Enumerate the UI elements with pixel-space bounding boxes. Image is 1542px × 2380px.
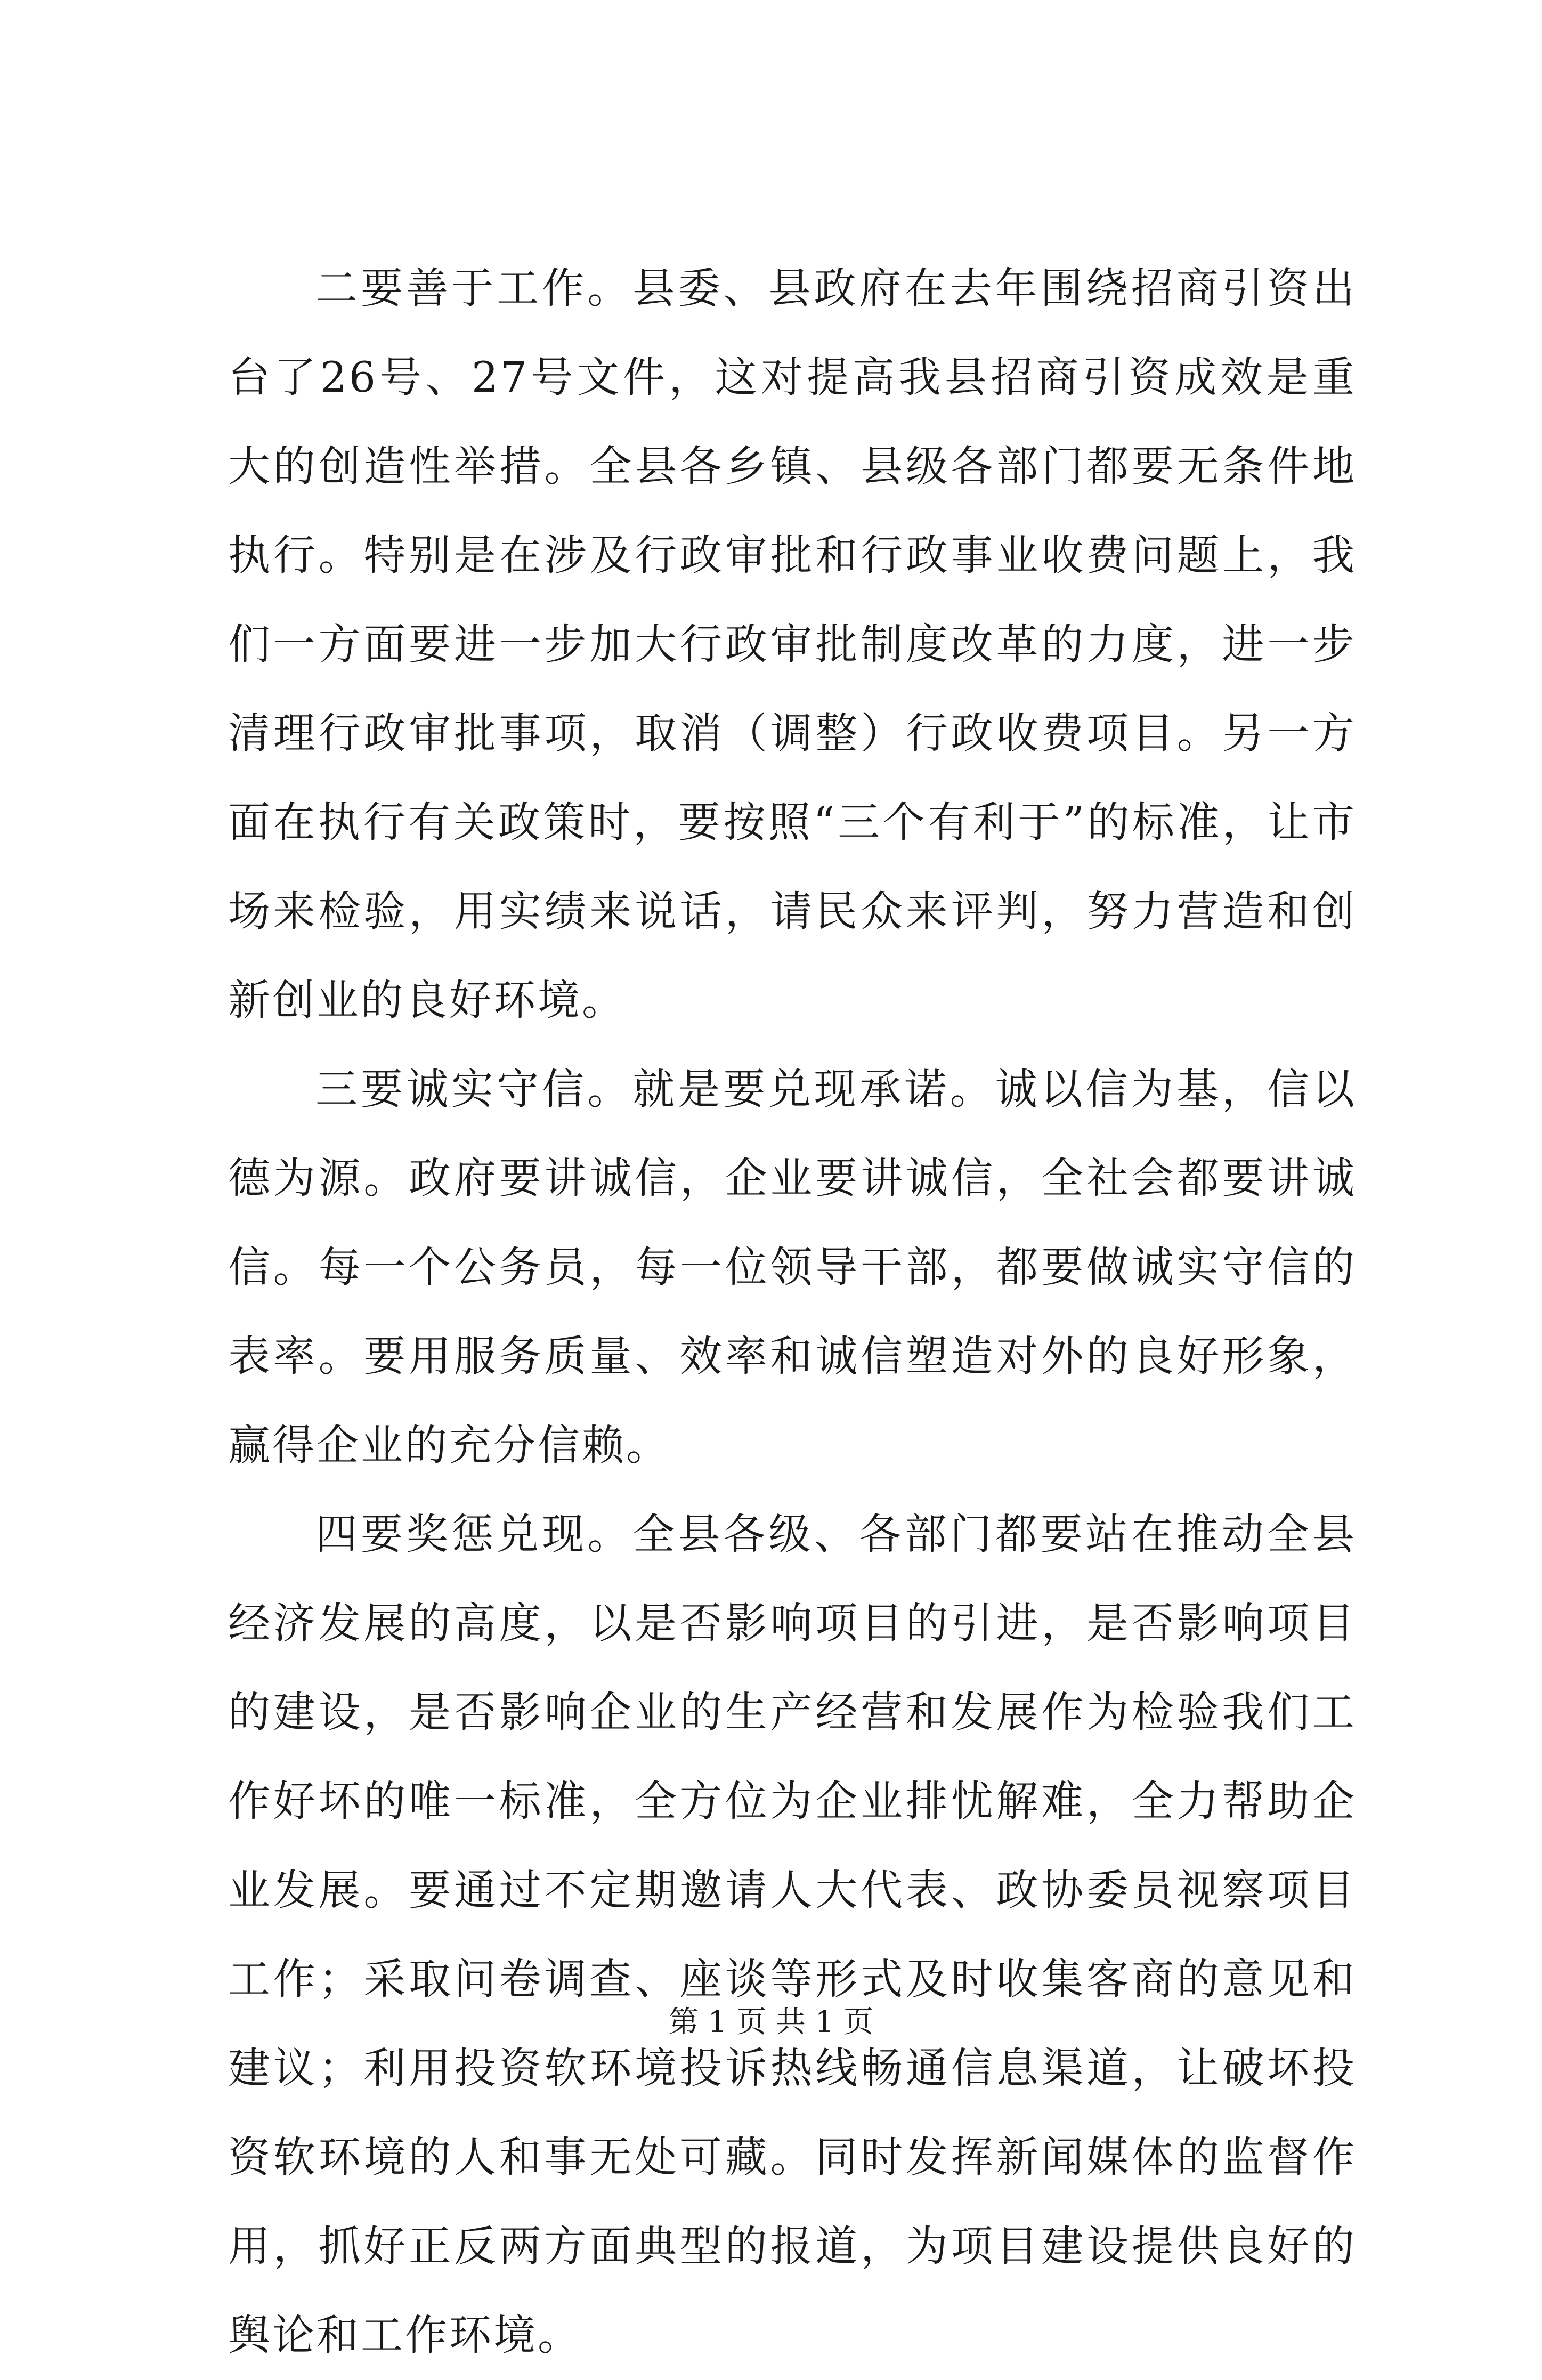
document-body (228, 244, 1357, 2380)
paragraph-2: 二要善于工作。县委、县政府在去年围绕招商引资出台了26号、27号文件，这对提高我县招商引资成效是重大的创造性举措。全县各乡镇、县级各部门都要无条件地执行。特别是在涉及行政审批和行政事业收费问题上，我们一方面要进一步加大行政审批制度改革的力度，进一步清理行政审批事项，取消（调整）行政收费项目。另一方面在执行有关政策时，要按照“三个有利于”的标准，让市场来检验，用实绩来说话，请民众来评判，努力营造和创新创业的良好环境。 (228, 264, 1357, 1025)
paragraph-4: 四要奖惩兑现。全县各级、各部门都要站在推动全县经济发展的高度，以是否影响项目的引进，是否影响项目的建设，是否影响企业的生产经营和发展作为检验我们工作好坏的唯一标准，全方位为企业排忧解难，全力帮助企业发展。要通过不定期邀请人大代表、政协委员视察项目工作；采取问卷调查、座谈等形式及时收集客商的意见和建议；利用投资软环境投诉热线畅通信息渠道，让破坏投资软环境的人和事无处可藏。同时发挥新闻媒体的监督作用，抓好正反两方面典型的报道，为项目建设提供良好的舆论和工作环境。 (228, 1510, 1357, 2360)
page-footer: 第 1 页 共 1 页 (668, 2005, 874, 2039)
paragraph-3: 三要诚实守信。就是要兑现承诺。诚以信为基，信以德为源。政府要讲诚信，企业要讲诚信，全社会都要讲诚信。每一个公务员，每一位领导干部，都要做诚实守信的表率。要用服务质量、效率和诚信塑造对外的良好形象，赢得企业的充分信赖。 (228, 1065, 1357, 1470)
